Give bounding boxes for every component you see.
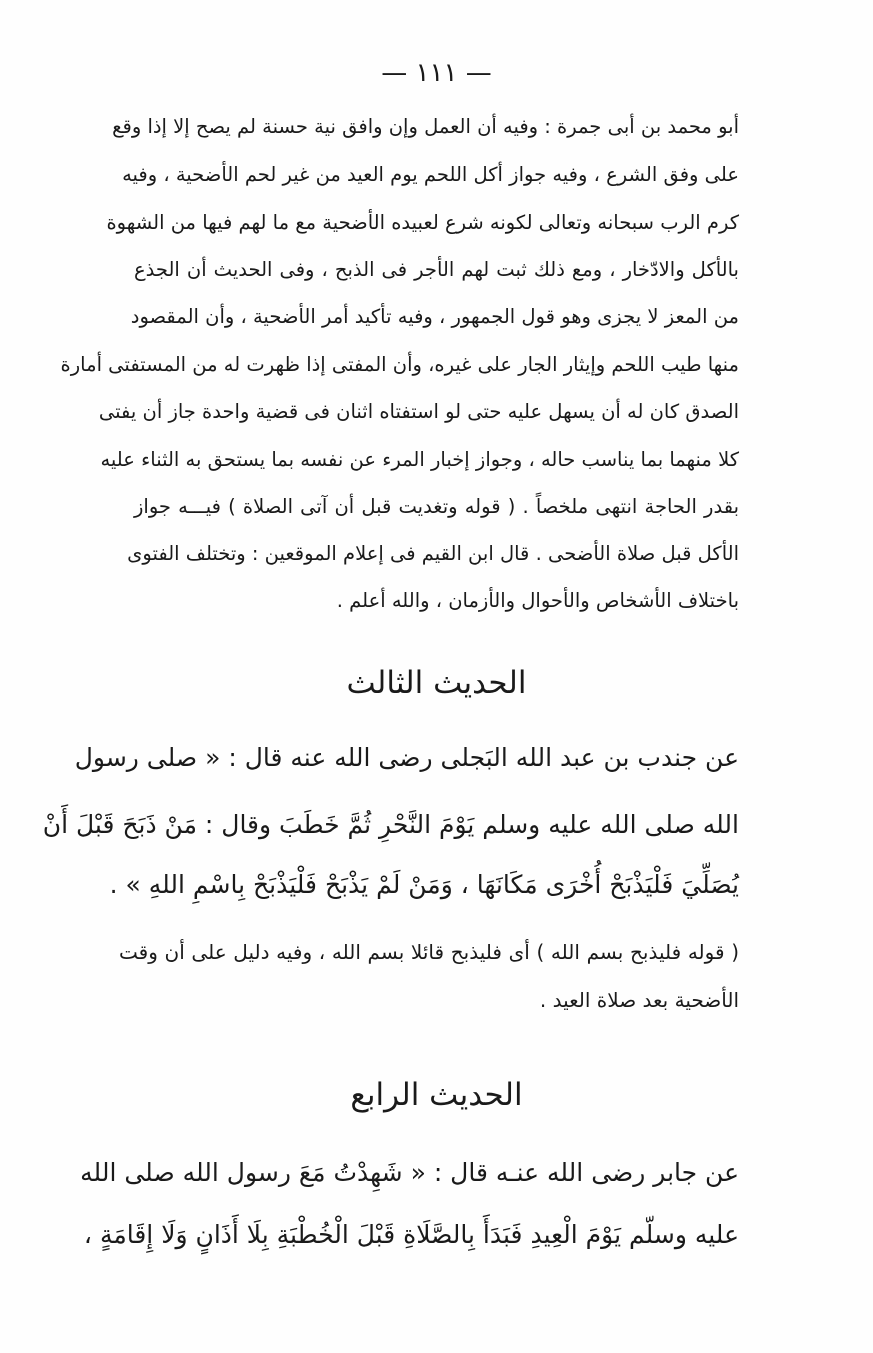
commentary-line: كلا منهما بما يناسب حاله ، وجواز إخبار المرء عن نفسه بما يستحق به الثناء عليه xyxy=(100,448,739,471)
commentary-line: على وفق الشرع ، وفيه جواز أكل اللحم يوم العيد من غير لحم الأضحية ، وفيه xyxy=(122,163,739,186)
commentary-line: الأكل قبل صلاة الأضحى . قال ابن القيم فى إعلام الموقعين : وتختلف الفتوى xyxy=(127,542,739,565)
hadith-line: عليه وسلّم يَوْمَ الْعِيدِ فَبَدَأَ بِالصَّلَاةِ قَبْلَ الْخُطْبَةِ بِلَا أَذَانٍ وَلَا إِقَامَةٍ ، xyxy=(83,1220,739,1249)
hadith-line: عن جندب بن عبد الله البَجلى رضى الله عنه قال : « صلى رسول xyxy=(74,743,739,772)
hadith-line: عن جابر رضى الله عنـه قال : « شَهِدْتُ مَعَ رسول الله صلى الله xyxy=(80,1158,739,1187)
note-line: ( قوله فليذبح بسم الله ) أى فليذبح قائلا بسم الله ، وفيه دليل على أن وقت xyxy=(119,940,739,964)
commentary-line: منها طيب اللحم وإيثار الجار على غيره، وأن المفتى إذا ظهرت له من المستفتى أمارة xyxy=(60,353,739,376)
commentary-line: كرم الرب سبحانه وتعالى لكونه شرع لعبيده الأضحية مع ما لهم فيها من الشهوة xyxy=(106,211,739,234)
section-heading-fourth-hadith: الحديث الرابع xyxy=(350,1077,523,1113)
commentary-line: أبو محمد بن أبى جمرة : وفيه أن العمل وإن وافق نية حسنة لم يصح إلا إذا وقع xyxy=(112,115,739,138)
hadith-line: الله صلى الله عليه وسلم يَوْمَ النَّحْرِ ثُمَّ خَطَبَ وقال : مَنْ ذَبَحَ قَبْلَ أَنْ xyxy=(42,810,739,839)
commentary-line: بقدر الحاجة انتهى ملخصاً . ( قوله وتغديت قبل أن آتى الصلاة ) فيـــه جواز xyxy=(134,495,739,518)
note-line: الأضحية بعد صلاة العيد . xyxy=(539,988,739,1012)
commentary-line: باختلاف الأشخاص والأحوال والأزمان ، والله أعلم . xyxy=(336,589,739,612)
page-number: — ١١١ — xyxy=(381,58,492,88)
hadith-line: يُصَلِّيَ فَلْيَذْبَحْ أُخْرَى مَكَانَهَا ، وَمَنْ لَمْ يَذْبَحْ فَلْيَذْبَحْ بِاسْمِ اللهِ » . xyxy=(109,870,739,899)
commentary-line: من المعز لا يجزى وهو قول الجمهور ، وفيه تأكيد أمر الأضحية ، وأن المقصود xyxy=(130,305,739,328)
commentary-line: الصدق كان له أن يسهل عليه حتى لو استفتاه اثنان فى قضية واحدة جاز أن يفتى xyxy=(98,400,739,423)
commentary-line: بالأكل والادّخار ، ومع ذلك ثبت لهم الأجر فى الذبح ، وفى الحديث أن الجذع xyxy=(134,258,739,281)
section-heading-third-hadith: الحديث الثالث xyxy=(346,665,527,701)
